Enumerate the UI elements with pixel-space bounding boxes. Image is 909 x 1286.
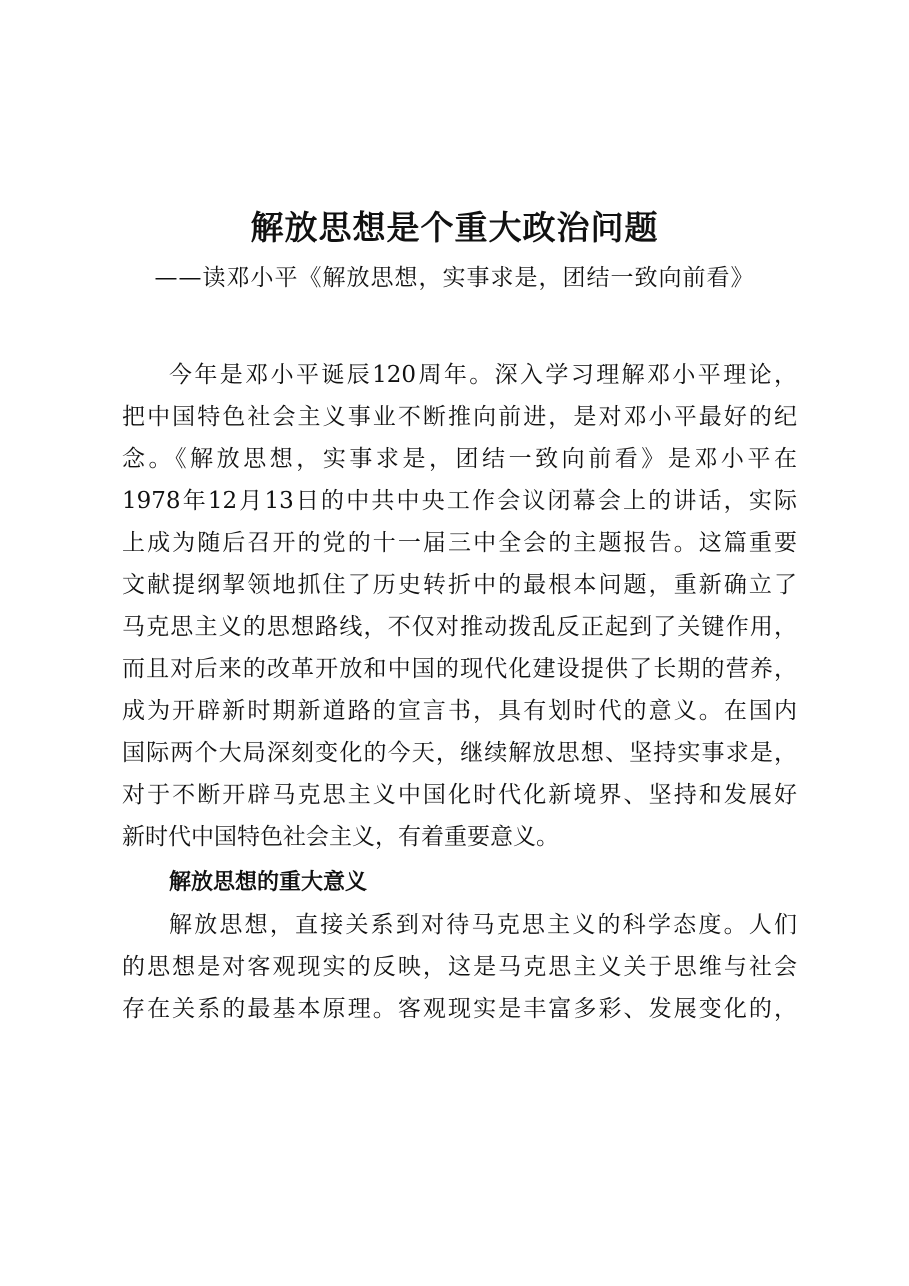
paragraph-line: 的思想是对客观现实的反映，这是马克思主义关于思维与社会 bbox=[122, 954, 797, 980]
paragraph-line: 而且对后来的改革开放和中国的现代化建设提供了长期的营养， bbox=[122, 656, 797, 682]
paragraph-line: 新时代中国特色社会主义，有着重要意义。 bbox=[122, 824, 559, 850]
section-heading: 解放思想的重大意义 bbox=[169, 870, 368, 895]
paragraph-line: 成为开辟新时期新道路的宣言书，具有划时代的意义。在国内 bbox=[122, 698, 797, 724]
article-body bbox=[122, 354, 797, 1030]
paragraph-line: 把中国特色社会主义事业不断推向前进，是对邓小平最好的纪 bbox=[122, 404, 797, 430]
article-title: 解放思想是个重大政治问题 bbox=[250, 208, 659, 247]
paragraph-line: 上成为随后召开的党的十一届三中全会的主题报告。这篇重要 bbox=[122, 530, 797, 556]
paragraph-line: 马克思主义的思想路线，不仅对推动拨乱反正起到了关键作用， bbox=[122, 614, 797, 640]
paragraph-line: 对于不断开辟马克思主义中国化时代化新境界、坚持和发展好 bbox=[122, 782, 797, 808]
paragraph-line: 解放思想，直接关系到对待马克思主义的科学态度。人们 bbox=[169, 912, 797, 938]
paragraph-line: 今年是邓小平诞辰120周年。深入学习理解邓小平理论， bbox=[169, 362, 797, 388]
paragraph-line: 文献提纲挈领地抓住了历史转折中的最根本问题，重新确立了 bbox=[122, 572, 797, 598]
paragraph-line: 国际两个大局深刻变化的今天，继续解放思想、坚持实事求是， bbox=[122, 740, 797, 766]
article-subtitle: ——读邓小平《解放思想，实事求是，团结一致向前看》 bbox=[154, 265, 755, 291]
paragraph-line: 1978年12月13日的中共中央工作会议闭幕会上的讲话，实际 bbox=[122, 488, 797, 514]
paragraph-line: 存在关系的最基本原理。客观现实是丰富多彩、发展变化的， bbox=[122, 996, 797, 1022]
paragraph-line: 念。《解放思想，实事求是，团结一致向前看》是邓小平在 bbox=[122, 446, 797, 472]
